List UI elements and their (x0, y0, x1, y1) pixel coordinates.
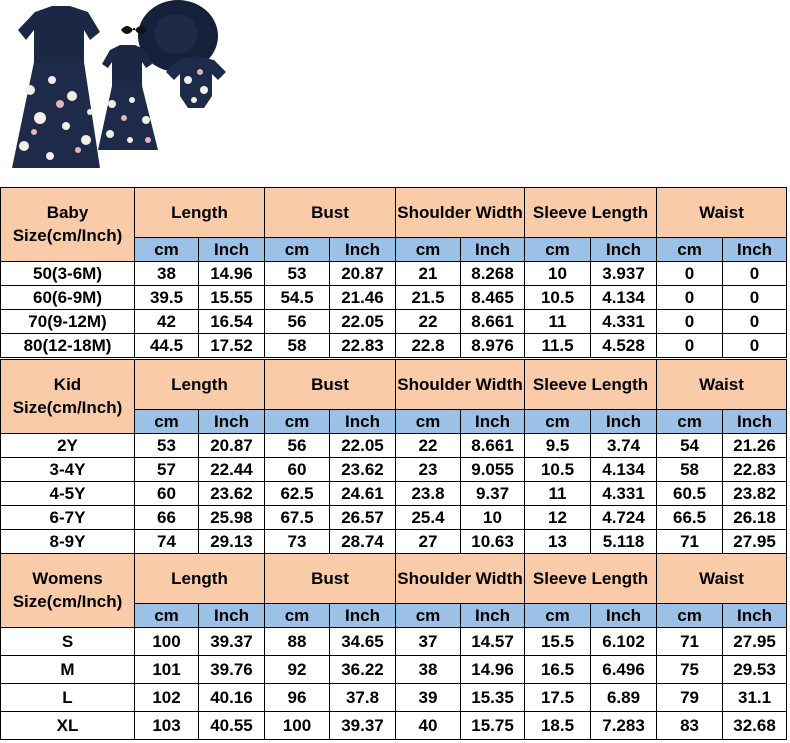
size-label: 2Y (1, 434, 135, 458)
table-row (1, 434, 787, 458)
value-cell: 66 (135, 506, 199, 530)
value-cell: 13 (525, 530, 591, 554)
value-cell: 67.5 (265, 506, 330, 530)
value-cell: 25.4 (396, 506, 461, 530)
value-cell: 29.13 (199, 530, 265, 554)
size-label: M (1, 656, 135, 684)
value-cell: 22.05 (330, 434, 396, 458)
column-header-waist: Waist (657, 188, 787, 238)
value-cell: 100 (265, 712, 330, 740)
value-cell: 57 (135, 458, 199, 482)
table-row (1, 310, 787, 334)
value-cell: 75 (657, 656, 723, 684)
value-cell: 37 (396, 628, 461, 656)
table-row (1, 334, 787, 358)
unit-cm: cm (265, 604, 330, 628)
value-cell: 21.26 (723, 434, 787, 458)
unit-cm: cm (135, 238, 199, 262)
value-cell: 29.53 (723, 656, 787, 684)
value-cell: 96 (265, 684, 330, 712)
value-cell: 11.5 (525, 334, 591, 358)
unit-inch: Inch (591, 238, 657, 262)
value-cell: 4.724 (591, 506, 657, 530)
value-cell: 44.5 (135, 334, 199, 358)
value-cell: 7.283 (591, 712, 657, 740)
value-cell: 14.57 (461, 628, 525, 656)
value-cell: 74 (135, 530, 199, 554)
unit-inch: Inch (199, 238, 265, 262)
value-cell: 15.75 (461, 712, 525, 740)
value-cell: 22.83 (330, 334, 396, 358)
value-cell: 8.268 (461, 262, 525, 286)
value-cell: 23.62 (330, 458, 396, 482)
value-cell: 0 (723, 286, 787, 310)
value-cell: 31.1 (723, 684, 787, 712)
size-table-kid (0, 359, 787, 554)
value-cell: 22.05 (330, 310, 396, 334)
value-cell: 8.465 (461, 286, 525, 310)
unit-cm: cm (657, 410, 723, 434)
value-cell: 21 (396, 262, 461, 286)
unit-cm: cm (265, 238, 330, 262)
unit-inch: Inch (723, 238, 787, 262)
value-cell: 4.528 (591, 334, 657, 358)
unit-cm: cm (135, 410, 199, 434)
value-cell: 11 (525, 310, 591, 334)
size-label: 8-9Y (1, 530, 135, 554)
product-photo (0, 0, 255, 185)
value-cell: 14.96 (461, 656, 525, 684)
unit-inch: Inch (330, 604, 396, 628)
unit-cm: cm (135, 604, 199, 628)
value-cell: 22.83 (723, 458, 787, 482)
column-header-bust: Bust (265, 188, 396, 238)
value-cell: 60 (265, 458, 330, 482)
value-cell: 0 (723, 334, 787, 358)
value-cell: 18.5 (525, 712, 591, 740)
value-cell: 0 (723, 262, 787, 286)
value-cell: 56 (265, 434, 330, 458)
unit-cm: cm (525, 604, 591, 628)
value-cell: 23.62 (199, 482, 265, 506)
value-cell: 23.8 (396, 482, 461, 506)
unit-inch: Inch (723, 604, 787, 628)
size-label: 3-4Y (1, 458, 135, 482)
value-cell: 102 (135, 684, 199, 712)
value-cell: 16.54 (199, 310, 265, 334)
size-label: XL (1, 712, 135, 740)
value-cell: 20.87 (199, 434, 265, 458)
column-header-bust: Bust (265, 360, 396, 410)
unit-cm: cm (396, 604, 461, 628)
value-cell: 39.76 (199, 656, 265, 684)
value-cell: 21.5 (396, 286, 461, 310)
value-cell: 38 (135, 262, 199, 286)
unit-cm: cm (525, 410, 591, 434)
table-row (1, 656, 787, 684)
value-cell: 79 (657, 684, 723, 712)
value-cell: 20.87 (330, 262, 396, 286)
value-cell: 38 (396, 656, 461, 684)
value-cell: 27 (396, 530, 461, 554)
size-label: S (1, 628, 135, 656)
value-cell: 0 (657, 310, 723, 334)
value-cell: 32.68 (723, 712, 787, 740)
value-cell: 83 (657, 712, 723, 740)
dress-illustration (0, 0, 255, 185)
value-cell: 73 (265, 530, 330, 554)
unit-inch: Inch (199, 604, 265, 628)
column-header-length: Length (135, 554, 265, 604)
value-cell: 40.55 (199, 712, 265, 740)
value-cell: 100 (135, 628, 199, 656)
column-header-shoulder-width: Shoulder Width (396, 554, 525, 604)
value-cell: 6.102 (591, 628, 657, 656)
value-cell: 39 (396, 684, 461, 712)
value-cell: 9.5 (525, 434, 591, 458)
table-row (1, 482, 787, 506)
value-cell: 53 (135, 434, 199, 458)
unit-cm: cm (396, 238, 461, 262)
value-cell: 8.661 (461, 310, 525, 334)
value-cell: 12 (525, 506, 591, 530)
size-label: 6-7Y (1, 506, 135, 530)
value-cell: 40 (396, 712, 461, 740)
value-cell: 58 (657, 458, 723, 482)
unit-inch: Inch (591, 410, 657, 434)
value-cell: 15.35 (461, 684, 525, 712)
unit-inch: Inch (723, 410, 787, 434)
value-cell: 88 (265, 628, 330, 656)
unit-inch: Inch (330, 238, 396, 262)
value-cell: 39.5 (135, 286, 199, 310)
value-cell: 10.5 (525, 458, 591, 482)
value-cell: 24.61 (330, 482, 396, 506)
section-name: Baby Size(cm/Inch) (1, 188, 135, 262)
value-cell: 66.5 (657, 506, 723, 530)
value-cell: 22.44 (199, 458, 265, 482)
value-cell: 0 (657, 262, 723, 286)
column-header-bust: Bust (265, 554, 396, 604)
unit-cm: cm (265, 410, 330, 434)
table-row (1, 458, 787, 482)
unit-inch: Inch (330, 410, 396, 434)
value-cell: 0 (657, 334, 723, 358)
value-cell: 5.118 (591, 530, 657, 554)
value-cell: 21.46 (330, 286, 396, 310)
value-cell: 26.57 (330, 506, 396, 530)
value-cell: 15.5 (525, 628, 591, 656)
column-header-waist: Waist (657, 554, 787, 604)
unit-inch: Inch (461, 238, 525, 262)
value-cell: 26.18 (723, 506, 787, 530)
value-cell: 36.22 (330, 656, 396, 684)
value-cell: 60.5 (657, 482, 723, 506)
value-cell: 22.8 (396, 334, 461, 358)
table-row (1, 286, 787, 310)
size-label: 4-5Y (1, 482, 135, 506)
column-header-length: Length (135, 360, 265, 410)
value-cell: 15.55 (199, 286, 265, 310)
size-label: L (1, 684, 135, 712)
column-header-length: Length (135, 188, 265, 238)
unit-inch: Inch (461, 410, 525, 434)
column-header-sleeve-length: Sleeve Length (525, 188, 657, 238)
unit-inch: Inch (199, 410, 265, 434)
value-cell: 92 (265, 656, 330, 684)
value-cell: 23.82 (723, 482, 787, 506)
value-cell: 22 (396, 434, 461, 458)
value-cell: 3.74 (591, 434, 657, 458)
value-cell: 8.661 (461, 434, 525, 458)
value-cell: 40.16 (199, 684, 265, 712)
value-cell: 103 (135, 712, 199, 740)
value-cell: 10.63 (461, 530, 525, 554)
column-header-sleeve-length: Sleeve Length (525, 554, 657, 604)
value-cell: 4.331 (591, 482, 657, 506)
value-cell: 37.8 (330, 684, 396, 712)
value-cell: 53 (265, 262, 330, 286)
size-label: 50(3-6M) (1, 262, 135, 286)
unit-inch: Inch (461, 604, 525, 628)
value-cell: 54 (657, 434, 723, 458)
unit-cm: cm (657, 238, 723, 262)
column-header-shoulder-width: Shoulder Width (396, 360, 525, 410)
value-cell: 8.976 (461, 334, 525, 358)
value-cell: 25.98 (199, 506, 265, 530)
value-cell: 62.5 (265, 482, 330, 506)
table-row (1, 262, 787, 286)
size-table-baby (0, 187, 787, 358)
value-cell: 6.496 (591, 656, 657, 684)
value-cell: 4.134 (591, 458, 657, 482)
value-cell: 71 (657, 530, 723, 554)
column-header-sleeve-length: Sleeve Length (525, 360, 657, 410)
value-cell: 6.89 (591, 684, 657, 712)
unit-cm: cm (525, 238, 591, 262)
value-cell: 0 (723, 310, 787, 334)
value-cell: 4.331 (591, 310, 657, 334)
value-cell: 60 (135, 482, 199, 506)
value-cell: 58 (265, 334, 330, 358)
size-label: 70(9-12M) (1, 310, 135, 334)
value-cell: 42 (135, 310, 199, 334)
section-name: Kid Size(cm/Inch) (1, 360, 135, 434)
value-cell: 27.95 (723, 628, 787, 656)
column-header-waist: Waist (657, 360, 787, 410)
value-cell: 10.5 (525, 286, 591, 310)
value-cell: 3.937 (591, 262, 657, 286)
value-cell: 9.055 (461, 458, 525, 482)
column-header-shoulder-width: Shoulder Width (396, 188, 525, 238)
size-table-womens (0, 553, 787, 740)
section-name: Womens Size(cm/Inch) (1, 554, 135, 628)
value-cell: 4.134 (591, 286, 657, 310)
value-cell: 56 (265, 310, 330, 334)
value-cell: 71 (657, 628, 723, 656)
value-cell: 17.52 (199, 334, 265, 358)
value-cell: 101 (135, 656, 199, 684)
value-cell: 27.95 (723, 530, 787, 554)
table-row (1, 684, 787, 712)
value-cell: 39.37 (199, 628, 265, 656)
value-cell: 39.37 (330, 712, 396, 740)
table-row (1, 628, 787, 656)
value-cell: 54.5 (265, 286, 330, 310)
size-label: 60(6-9M) (1, 286, 135, 310)
unit-cm: cm (396, 410, 461, 434)
value-cell: 11 (525, 482, 591, 506)
value-cell: 10 (461, 506, 525, 530)
value-cell: 22 (396, 310, 461, 334)
size-label: 80(12-18M) (1, 334, 135, 358)
value-cell: 9.37 (461, 482, 525, 506)
unit-cm: cm (657, 604, 723, 628)
value-cell: 17.5 (525, 684, 591, 712)
unit-inch: Inch (591, 604, 657, 628)
value-cell: 28.74 (330, 530, 396, 554)
value-cell: 34.65 (330, 628, 396, 656)
value-cell: 23 (396, 458, 461, 482)
value-cell: 14.96 (199, 262, 265, 286)
table-row (1, 506, 787, 530)
value-cell: 0 (657, 286, 723, 310)
table-row (1, 712, 787, 740)
value-cell: 16.5 (525, 656, 591, 684)
table-row (1, 530, 787, 554)
value-cell: 10 (525, 262, 591, 286)
